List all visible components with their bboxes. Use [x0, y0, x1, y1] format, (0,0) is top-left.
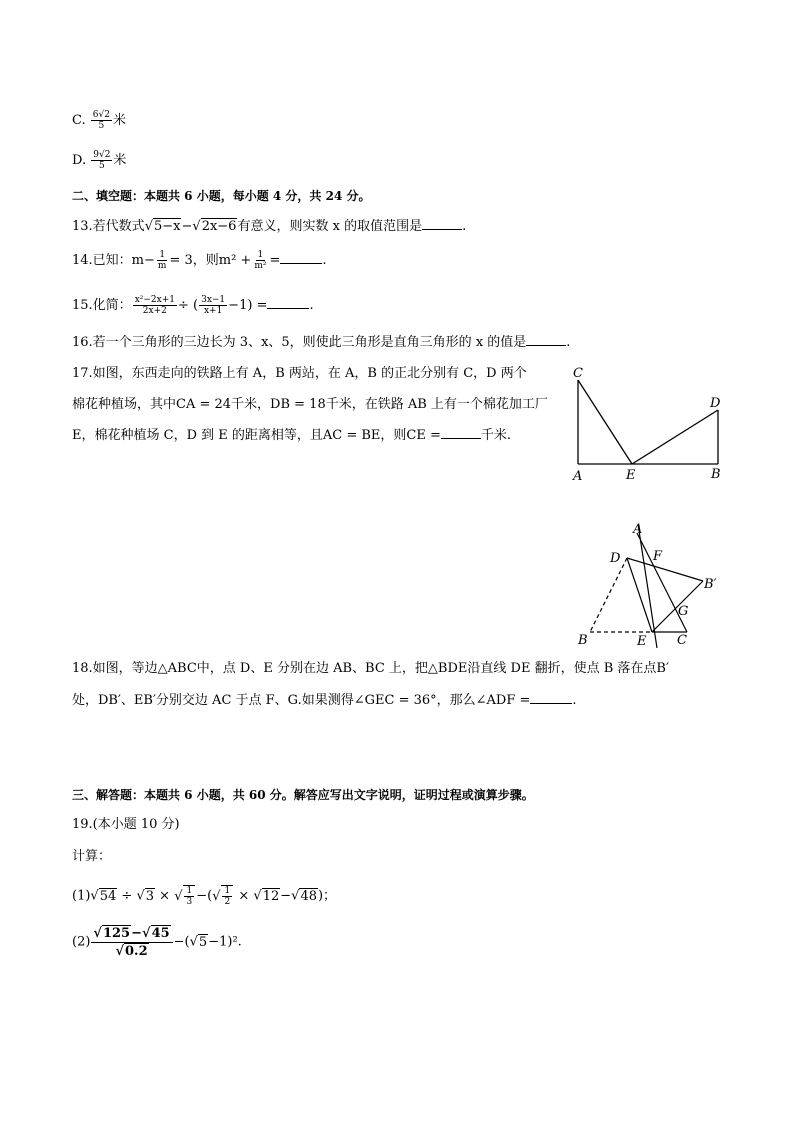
sqrt: √ $\frac{1}{3}$	[174, 889, 196, 904]
text: −1)².	[208, 934, 242, 950]
option-c	[72, 110, 126, 131]
text: 千米.	[480, 428, 512, 443]
figure-17	[560, 360, 735, 490]
fraction	[252, 250, 268, 271]
answer-blank[interactable]	[280, 251, 322, 264]
denominator: 5	[98, 161, 105, 171]
radicand: 0.2	[125, 944, 148, 959]
text: =	[269, 253, 281, 268]
text: 15.化简：	[72, 298, 132, 313]
denominator: 5	[98, 121, 105, 131]
sqrt: √2x−6	[192, 219, 237, 234]
text: (2)	[72, 934, 91, 950]
denominator: 2x+2	[142, 306, 167, 316]
text: .	[309, 298, 314, 313]
text: .	[566, 335, 571, 350]
segment-ed	[632, 410, 718, 464]
question-19-title: 19.(本小题 10 分)	[72, 817, 180, 832]
answer-blank[interactable]	[441, 426, 481, 439]
figure-18	[570, 520, 730, 650]
sqrt: √3	[136, 888, 155, 904]
fraction	[156, 250, 169, 271]
text: (1)	[72, 888, 91, 904]
segment-de	[627, 558, 652, 632]
operator: −	[280, 888, 292, 904]
section-3-heading: 三、解答题：本题共 6 小题，共 60 分。解答应写出文字说明，证明过程或演算步骤。	[72, 788, 534, 802]
answer-blank[interactable]	[422, 217, 462, 230]
numerator: 1	[257, 250, 264, 260]
unit: 米	[112, 113, 126, 128]
text: ÷ (	[177, 298, 199, 313]
radicand: 12	[262, 888, 280, 904]
label-e: E	[637, 634, 647, 649]
sqrt: √5	[189, 934, 208, 950]
question-14	[72, 250, 327, 271]
section-2-heading: 二、填空题：本题共 6 小题，每小题 4 分，共 24 分。	[72, 189, 371, 203]
denominator: m	[157, 261, 167, 271]
question-17-line-3	[72, 426, 511, 445]
question-17-line-2: 棉花种植场，其中CA = 24千米，DB = 18千米，在铁路 AB 上有一个棉花加工厂	[72, 397, 548, 412]
fraction	[183, 885, 195, 907]
sqrt: √ $\frac{1}{2}$	[212, 889, 234, 904]
numerator: 1	[186, 886, 193, 896]
segment-db-dashed	[590, 558, 627, 632]
radicand: 5−x	[153, 219, 181, 234]
text: = 3，则m² +	[169, 253, 252, 268]
denominator: x+1	[203, 306, 223, 316]
radicand: 54	[99, 888, 117, 904]
text: 处，DB′、EB′分别交边 AC 于点 F、G.如果测得∠GEC = 36°，那么∠ADF =	[72, 693, 531, 708]
segment-db-prime	[627, 558, 703, 581]
question-19-prompt: 计算：	[72, 849, 112, 864]
operator: −(	[173, 934, 190, 950]
numerator: 3x−1	[201, 295, 226, 305]
operator: ×	[155, 888, 175, 904]
label-b: B	[578, 633, 588, 648]
numerator: √125−√45	[91, 925, 172, 943]
label-f: F	[653, 549, 663, 564]
label-g: G	[678, 604, 689, 619]
label-d: D	[710, 396, 721, 411]
denominator: 3	[186, 897, 193, 907]
denominator: √0.2	[115, 944, 148, 959]
label-a: A	[573, 469, 583, 484]
sqrt: √5−x	[144, 219, 181, 234]
text: .	[322, 253, 327, 268]
text: )；	[317, 888, 337, 904]
text: .	[572, 693, 577, 708]
text: .	[462, 219, 467, 234]
operator: ×	[234, 888, 254, 904]
option-label: C.	[72, 113, 86, 128]
operator: −	[181, 219, 193, 234]
radicand: 125	[102, 926, 131, 941]
fraction	[91, 925, 172, 960]
answer-blank[interactable]	[267, 296, 309, 309]
text: 13.若代数式	[72, 219, 145, 234]
question-17-line-1: 17.如图，东西走向的铁路上有 A，B 两站，在 A，B 的正北分别有 C，D 两个	[72, 366, 527, 381]
text: 14.已知：m−	[72, 253, 155, 268]
unit: 米	[113, 153, 127, 168]
denominator: 2	[224, 897, 231, 907]
sqrt: √48	[291, 888, 317, 904]
label-c: C	[573, 366, 583, 381]
operator: ÷	[117, 888, 137, 904]
segment-ce	[578, 380, 632, 464]
question-18-line-2	[72, 691, 577, 710]
sqrt: √54	[90, 888, 117, 904]
numerator: x²−2x+1	[134, 295, 175, 305]
question-19-part-1	[72, 885, 336, 907]
label-c: C	[677, 633, 687, 648]
text: 16.若一个三角形的三边长为 3、x、5，则使此三角形是直角三角形的 x 的值是	[72, 335, 527, 350]
answer-blank[interactable]	[530, 691, 572, 704]
fraction	[133, 295, 177, 316]
radicand: 48	[300, 888, 317, 904]
numerator: 1	[159, 250, 166, 260]
label-b-prime: B′	[704, 577, 717, 592]
operator: −	[131, 926, 143, 941]
fraction	[91, 110, 112, 131]
question-16	[72, 333, 570, 352]
numerator: 1	[224, 886, 231, 896]
option-d	[72, 150, 126, 171]
option-label: D.	[72, 153, 87, 168]
text: 有意义，则实数 x 的取值范围是	[237, 219, 423, 234]
question-19-part-2	[72, 925, 242, 960]
radicand: 3	[145, 888, 155, 904]
sqrt: √12	[253, 888, 280, 904]
label-d: D	[610, 551, 621, 566]
operator: −(	[196, 888, 213, 904]
question-15	[72, 295, 314, 316]
fraction	[199, 295, 227, 316]
label-e: E	[626, 468, 636, 483]
label-a: A	[633, 522, 643, 537]
denominator: m²	[254, 261, 267, 271]
numerator: 9√2	[93, 150, 111, 160]
radicand: 45	[151, 926, 170, 941]
radicand: 2x−6	[201, 219, 237, 234]
text: E，棉花种植场 C，D 到 E 的距离相等，且AC = BE，则CE =	[72, 428, 441, 443]
answer-blank[interactable]	[526, 333, 566, 346]
question-13	[72, 217, 466, 236]
numerator: 6√2	[92, 110, 110, 120]
text: −1) =	[228, 298, 268, 313]
fraction	[91, 150, 112, 171]
label-b: B	[711, 467, 721, 482]
radicand: 5	[198, 934, 208, 950]
fraction	[221, 885, 233, 907]
question-18-line-1: 18.如图，等边△ABC中，点 D、E 分别在边 AB、BC 上，把△BDE沿直线 DE 翻折，使点 B 落在点B′	[72, 661, 669, 676]
